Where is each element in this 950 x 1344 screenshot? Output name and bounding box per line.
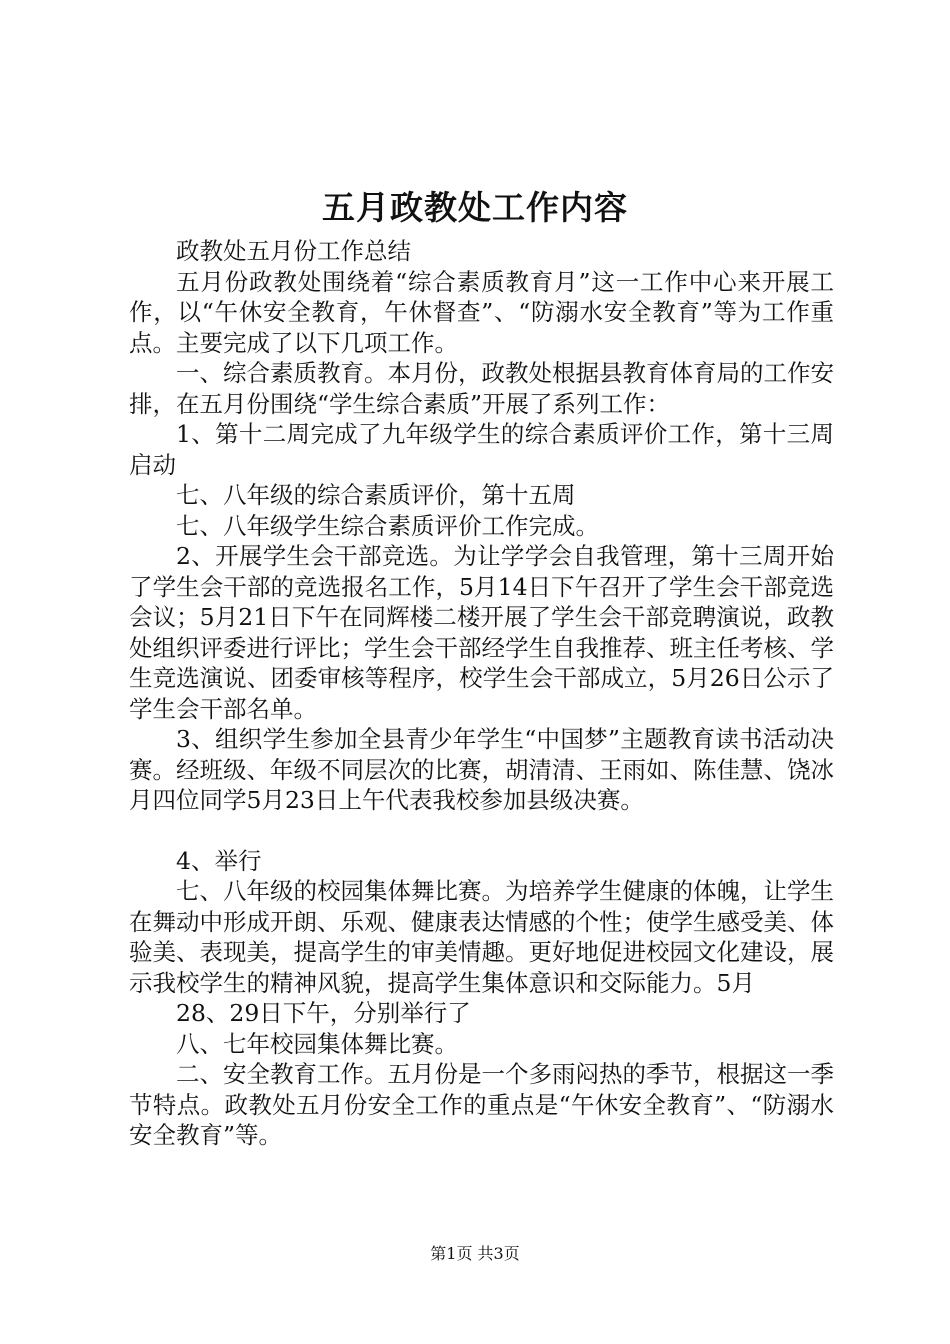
paragraph-intro: 五月份政教处围绕着“综合素质教育月”这一工作中心来开展工作，以“午休安全教育，午休督查”、“防溺水安全教育”等为工作重点。主要完成了以下几项工作。 (129, 267, 834, 357)
paragraph-item-4-cont-c: 八、七年校园集体舞比赛。 (176, 1029, 458, 1058)
paragraph-item-1: 1、第十二周完成了九年级学生的综合素质评价工作，第十三周启动 (129, 420, 834, 479)
paragraph-item-2: 2、开展学生会干部竞选。为让学学会自我管理，第十三周开始了学生会干部的竞选报名工作，5月14日下午召开了学生会干部竞选会议；5月21日下午在同辉楼二楼开展了学生会干部竞聘演说，政教处组织评委进行评比；学生会干部经学生自我推荐、班主任考核、学生竞选演说、团委审核等程序，校学生会干部成立，5月26日公示了学生会干部名单。 (129, 542, 834, 723)
paragraph-section-one: 一、综合素质教育。本月份，政教处根据县教育体育局的工作安排，在五月份围绕“学生综合素质”开展了系列工作： (129, 359, 834, 418)
document-body (129, 236, 834, 1151)
paragraph-item-1-cont-b: 七、八年级学生综合素质评价工作完成。 (176, 511, 599, 540)
paragraph-summary-heading: 政教处五月份工作总结 (176, 237, 411, 265)
paragraph-item-1-cont-a: 七、八年级的综合素质评价，第十五周 (176, 481, 576, 509)
paragraph-section-two: 二、安全教育工作。五月份是一个多雨闷热的季节，根据这一季节特点。政教处五月份安全工作的重点是“午休安全教育”、“防溺水安全教育”等。 (129, 1060, 834, 1149)
paragraph-item-4: 4、举行 (176, 846, 262, 875)
paragraph-item-4-cont-a: 七、八年级的校园集体舞比赛。为培养学生健康的体魄，让学生在舞动中形成开朗、乐观、健康表达情感的个性；使学生感受美、体验美、表现美，提高学生的审美情趣。更好地促进校园文化建设，展示我校学生的精神风貌，提高学生集体意识和交际能力。5月 (129, 877, 834, 997)
document-title: 五月政教处工作内容 (322, 188, 628, 227)
paragraph-item-3: 3、组织学生参加全县青少年学生“中国梦”主题教育读书活动决赛。经班级、年级不同层次的比赛，胡清清、王雨如、陈佳慧、饶冰月四位同学5月23日上午代表我校参加县级决赛。 (129, 725, 834, 814)
page-number-footer: 第1页 共3页 (430, 1244, 520, 1263)
paragraph-gap (129, 816, 834, 846)
paragraph-item-4-cont-b: 28、29日下午，分别举行了 (176, 999, 471, 1027)
